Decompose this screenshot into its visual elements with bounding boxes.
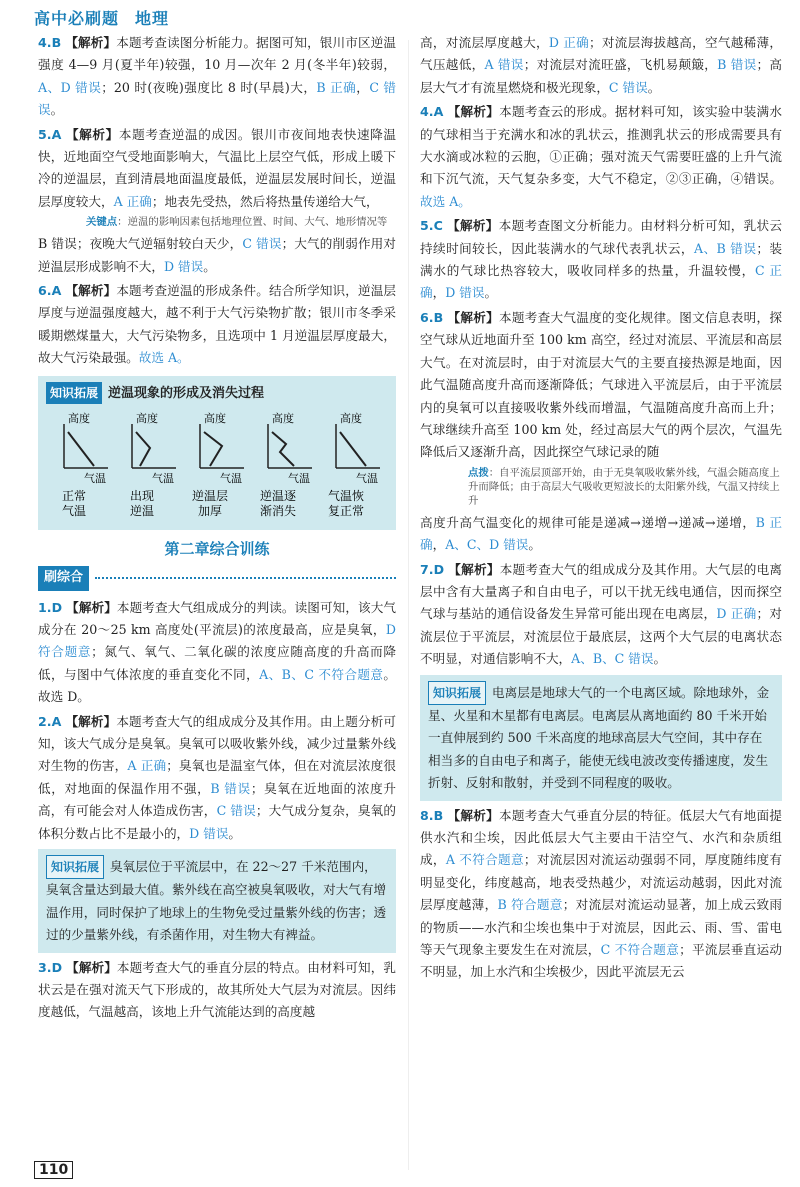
left-column: [38, 32, 396, 1026]
answer-r6: 6.B 【解析】本题考查大气温度的变化规律。图文信息表明，探空气球从近地面升至 100 km 高空，经过对流层、平流层和高层大气。在对流层时，由于对流层大气的主要直接热源是地面，因此气温随高度升高而逐渐降低；气球进入平流层后，由于平流层内的臭氧可以直接吸收紫外线而增温，气温随高度升高而上升；气球继续升高至 100 km 处，经过高层大气的两个层次，气温先降低后又逐渐升高，因此探空气球记录的随: [420, 309, 783, 460]
y-label: 高度: [340, 411, 362, 425]
answer-3-cont: 高，对流层厚度越大，D 正确；对流层海拔越高，空气越稀薄，气压越低，A 错误；对流层对流旺盛，飞机易颠簸，B 错误；高层大气才有流星燃烧和极光现象，C 错误。: [420, 35, 783, 95]
section-bar: [38, 566, 396, 590]
hint-note: 点拨：自平流层顶部开始，由于无臭氧吸收紫外线，气温会随高度上升而降低；由于高层大气吸收更短波长的太阳紫外线，气温又持续上升: [468, 466, 780, 507]
answer-1: 1.D 【解析】本题考查大气组成成分的判读。读图可知，该大气成分在 20～25 km 高度处(平流层)的浓度最高，应是臭氧，D 符合题意；氮气、氧气、二氧化碳的浓度应随高度的升高而降低，与图中气体浓度的垂直变化不同，A、B、C 不符合题意。故选 D。: [38, 599, 397, 705]
answer-r6-cont: 高度升高气温变化的规律可能是递减→递增→递减→递增，B 正确，A、C、D 错误。: [420, 514, 782, 553]
knowledge-box-ozone: 知识拓展 臭氧层位于平流层中，在 22～27 千米范围内，臭氧含量达到最大值。紫外线在高空被臭氧吸收，对大气有增温作用，同时保护了地球上的生物免受过量紫外线的伤害；透过的少量紫外线，有杀菌作用，对生物大有裨益。: [38, 849, 396, 953]
temperature-profile: [136, 432, 150, 466]
stage-caption: 出现: [129, 488, 155, 503]
section-chip: 刷综合: [38, 566, 89, 590]
knowledge-title: 逆温现象的形成及消失过程: [108, 385, 265, 401]
stage-caption: 气温: [61, 503, 87, 518]
temperature-profile: [68, 432, 94, 466]
x-label: 气温: [356, 471, 378, 485]
x-label: 气温: [288, 471, 310, 485]
answer-5: 5.A 【解析】本题考查逆温的成因。银川市夜间地表快速降温快，近地面空气受地面影响大，气温比上层空气低，形成上暖下冷的逆温层，直到清晨地面温度最低，逆温层发展时间长，逆温层厚度较大，A 正确；地表先受热，然后将热量传递给大气，: [38, 126, 397, 209]
answer-r8: 8.B 【解析】本题考查大气垂直分层的特征。低层大气有地面提供水汽和尘埃，因此低层大气主要由干洁空气、水汽和杂质组成，A 不符合题意；对流层因对流运动强弱不同，厚度随纬度有明显变化，纬度越高，地表受热越少，对流运动越弱，因此对流层厚度越薄，B 符合题意；对流层对流运动显著，加上成云致雨的物质——水汽和尘埃也集中于对流层，因此云、雨、雪、雷电等天气现象主要发生在对流层，C 不符合题意；平流层垂直运动不明显，加上水汽和尘埃极少，因此平流层无云: [420, 807, 783, 980]
stage-caption: 逆温: [129, 503, 155, 518]
answer-6: 6.A 【解析】本题考查逆温的形成条件。结合所学知识，逆温层厚度与逆温强度越大，越不利于大气污染物扩散；银川市冬季采暖期燃煤量大，大气污染物多，且选项中 1 月逆温层厚度最大，故大气污染最强。故选 A。: [38, 283, 397, 366]
stage-caption: 逆温逐: [259, 488, 297, 503]
knowledge-label: 知识拓展: [46, 382, 102, 404]
stage-caption: 加厚: [197, 503, 223, 518]
y-label: 高度: [204, 411, 226, 425]
page-number: 110: [34, 1161, 73, 1179]
y-label: 高度: [272, 411, 294, 425]
knowledge-box-inversion: [38, 376, 396, 530]
answer-2: 2.A 【解析】本题考查大气的组成成分及其作用。由上题分析可知，该大气成分是臭氧。臭氧可以吸收紫外线，减少过量紫外线对生物的伤害，A 正确；臭氧也是温室气体，但在对流层浓度很低，对地面的保温作用不强，B 错误；臭氧在近地面的浓度升高，有可能会对人体造成伤害，C 错误；大气成分复杂，臭氧的体积分数占比不是最小的，D 错误。: [38, 713, 397, 841]
subject-title: 地理: [135, 9, 170, 28]
x-label: 气温: [152, 471, 174, 485]
answer-r7: 7.D 【解析】本题考查大气的组成成分及其作用。大气层的电离层中含有大量离子和自由电子，可以干扰无线电通信，因而探空气球与基站的通信设备发生异常可能出现在电离层，D 正确；对流层位于平流层，对流层位于最底层，这两个大气层的电离状态不明显，对通信影响不大，A、B、C 错误。: [420, 561, 783, 667]
answer-r4: 4.A 【解析】本题考查云的形成。据材料可知，该实验中装满水的气球相当于充满水和冰的乳状云，推测乳状云的形成需要具有大水滴或冰粒的云胞，①正确；强对流天气需要旺盛的上升气流和下沉气流，天气复杂多变，大气不稳定，②③正确，④错误。故选 A。: [420, 104, 783, 209]
stage-caption: 逆温层: [191, 488, 229, 503]
series-title: 高中必刷题: [34, 9, 120, 28]
stage-caption: 渐消失: [259, 503, 297, 518]
answer-r5: 5.C 【解析】本题考查图文分析能力。由材料分析可知，乳状云持续时间较长，因此装满水的气球代表乳状云，A、B 错误；装满水的气球比热容较大，吸收同样多的热量，升温较慢，C 正确，D 错误。: [420, 218, 783, 301]
right-column: [420, 32, 782, 986]
answer-5-cont: B 错误；夜晚大气逆辐射较白天少，C 错误；大气的削弱作用对逆温层形成影响不大，D 错误。: [38, 236, 397, 274]
x-label: 气温: [84, 471, 106, 485]
temperature-profile: [272, 432, 294, 466]
answer-3: 3.D 【解析】本题考查大气的垂直分层的特点。由材料可知，乳状云是在强对流天气下形成的，故其所处大气层为对流层。因纬度越低，气温越高，该地上升气流能达到的高度越: [38, 959, 397, 1020]
stage-caption: 复正常: [327, 503, 365, 518]
y-label: 高度: [68, 411, 90, 425]
y-label: 高度: [136, 411, 158, 425]
knowledge-box-ionosphere: 知识拓展 电离层是地球大气的一个电离区域。除地球外，金星、火星和木星都有电离层。电离层从离地面约 80 千米开始一直伸展到约 500 千米高度的地球高层大气空间，其中存在相当多的自由电子和离子，能使无线电波改变传播速度，发生折射、反射和散射，并受到不同程度的吸收。: [420, 675, 782, 801]
temperature-profile: [340, 432, 366, 466]
temperature-profile: [204, 432, 222, 466]
key-point-note: 关键点：逆温的影响因素包括地理位置、时间、大气、地形情况等: [86, 216, 388, 229]
column-divider: [408, 40, 409, 1170]
stage-caption: 气温恢: [327, 488, 365, 503]
page-header: [34, 6, 185, 32]
stage-caption: 正常: [61, 488, 87, 503]
inversion-diagram: [48, 404, 388, 520]
section-title: 第二章综合训练: [164, 539, 270, 558]
answer-4: 4.B 【解析】本题考查读图分析能力。据图可知，银川市区逆温强度 4—9 月(夏半年)较强，10 月—次年 2 月(冬半年)较弱，A、D 错误；20 时(夜晚)强度比 8 时(早晨)大，B 正确，C 错误。: [38, 35, 397, 118]
x-label: 气温: [220, 471, 242, 485]
